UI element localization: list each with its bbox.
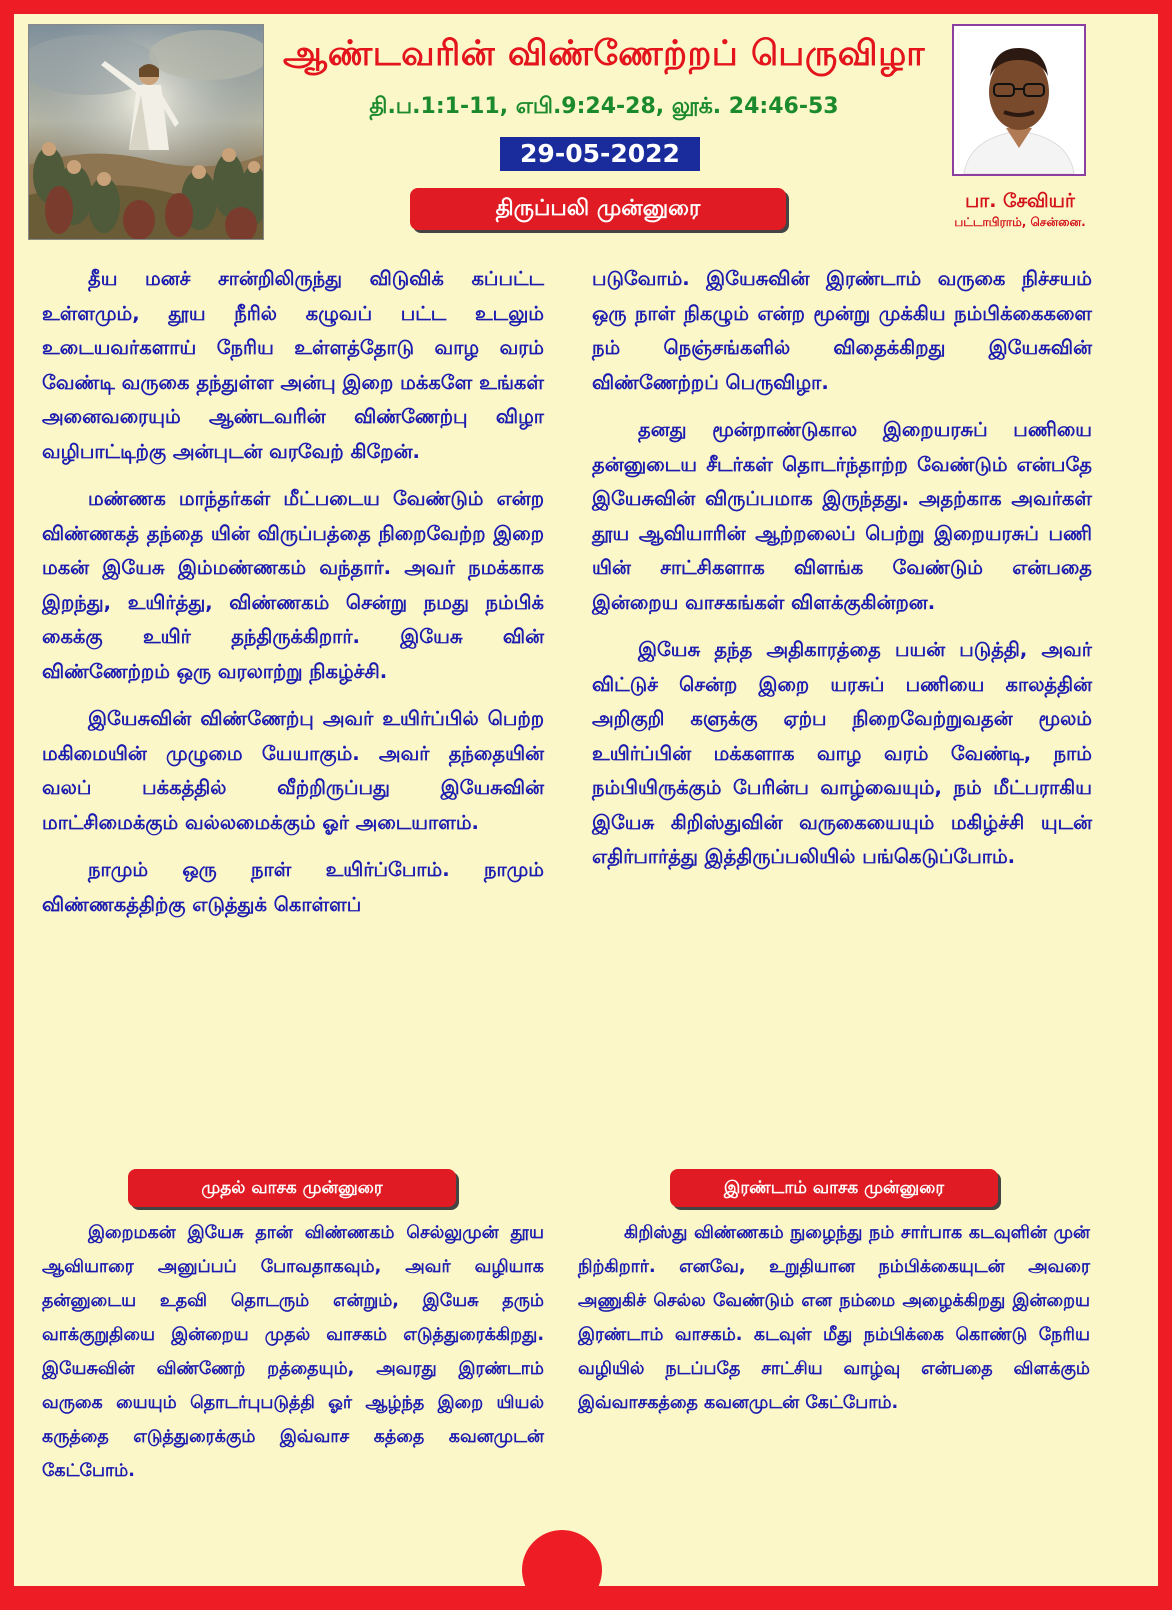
first-reading-text: இறைமகன் இயேசு தான் விண்ணகம் செல்லுமுன் தூய ஆவியாரை அனுப்பப் போவதாகவும், அவர் வழியாக தன்னுடைய உதவி தொடரும் என்றும், இயேசு தரும் வாக்குறுதியை இன்றைய முதல் வாசகம் எடுத்துரைக்கிறது. இயேசுவின் விண்ணேற் றத்தையும், அவரது இரண்டாம் வருகை யையும் தொடர்புபடுத்தி ஓர் ஆழ்ந்த இறை யியல் கருத்தை எடுத்துரைக்கும் இவ்வாச கத்தை கவனமுடன் கேட்போம்.: [42, 1223, 544, 1481]
bulletin-page: [14, 14, 1158, 1586]
ascension-picture: [28, 24, 264, 240]
author-photo: [952, 24, 1086, 176]
date-badge: 29-05-2022: [500, 137, 700, 171]
intro-paragraph: இயேசு தந்த அதிகாரத்தை பயன் படுத்தி, அவர் விட்டுச் சென்ற இறை யரசுப் பணியை காலத்தின் அறிகுறி களுக்கு ஏற்ப நிறைவேற்றுவதன் மூலம் உயிர்ப்பின் மக்களாக வாழ வரம் வேண்டி, நாம் நம்பியிருக்கும் பேரின்ப வாழ்வையும், நம் மீட்பராகிய இயேசு கிறிஸ்துவின் வருகையையும் மகிழ்ச்சி யுடன் எதிர்பார்த்து இத்திருப்பலியில் பங்கெடுப்போம்.: [592, 638, 1092, 868]
scripture-references: தி.ப.1:1-11, எபி.9:24-28, லூக். 24:46-53: [369, 94, 839, 119]
intro-paragraph: இயேசுவின் விண்ணேற்பு அவர் உயிர்ப்பில் பெற்ற மகிமையின் முழுமை யேயாகும். அவர் தந்தையின் வலப் பக்கத்தில் வீற்றிருப்பது இயேசுவின் மாட்சிமைக்கும் வல்லமைக்கும் ஓர் அடையாளம்.: [42, 707, 544, 834]
bottom-decoration: [522, 1530, 602, 1610]
section-heading: திருப்பலி முன்னுரை: [410, 188, 786, 230]
intro-right-column: [592, 262, 1092, 888]
second-reading-column: [578, 1216, 1090, 1420]
intro-paragraph: படுவோம். இயேசுவின் இரண்டாம் வருகை நிச்சயம் ஒரு நாள் நிகழும் என்ற மூன்று முக்கிய நம்பிக்கைகளை நம் நெஞ்சங்களில் விதைக்கிறது இயேசுவின் விண்ணேற்றப் பெருவிழா.: [592, 267, 1092, 394]
intro-left-column: [42, 262, 544, 935]
ascension-illustration: [29, 25, 263, 239]
second-reading-text: கிறிஸ்து விண்ணகம் நுழைந்து நம் சார்பாக கடவுளின் முன் நிற்கிறார். எனவே, உறுதியான நம்பிக்கையுடன் அவரை அணுகிச் செல்ல வேண்டும் என நம்மை அழைக்கிறது இன்றைய இரண்டாம் வாசகம். கடவுள் மீது நம்பிக்கை கொண்டு நேரிய வழியில் நடப்பதே சாட்சிய வாழ்வு என்பதை விளக்கும் இவ்வாசகத்தை கவனமுடன் கேட்போம்.: [578, 1223, 1090, 1413]
intro-paragraph: தனது மூன்றாண்டுகால இறையரசுப் பணியை தன்னுடைய சீடர்கள் தொடர்ந்தாற்ற வேண்டும் என்பதே இயேசுவின் விருப்பமாக இருந்தது. அதற்காக அவர்கள் தூய ஆவியாரின் ஆற்றலைப் பெற்று இறையரசுப் பணி யின் சாட்சிகளாக விளங்க வேண்டும் என்பதை இன்றைய வாசகங்கள் விளக்குகின்றன.: [592, 418, 1092, 614]
intro-paragraph: தீய மனச் சான்றிலிருந்து விடுவிக் கப்பட்ட உள்ளமும், தூய நீரில் கழுவப் பட்ட உடலும் உடையவர்களாய் நேரிய உள்ளத்தோடு வாழ வரம் வேண்டி வருகை தந்துள்ள அன்பு இறை மக்களே உங்கள் அனைவரையும் ஆண்டவரின் விண்ணேற்பு விழா வழிபாட்டிற்கு அன்புடன் வரவேற் கிறேன்.: [42, 267, 544, 463]
author-name: பா. சேவியர்: [965, 190, 1075, 212]
author-portrait-illustration: [954, 26, 1084, 174]
author-place: பட்டாபிராம், சென்னை.: [954, 215, 1086, 229]
page-title: ஆண்டவரின் விண்ணேற்றப் பெருவிழா: [282, 34, 926, 74]
second-reading-heading: இரண்டாம் வாசக முன்னுரை: [670, 1169, 998, 1207]
first-reading-heading: முதல் வாசக முன்னுரை: [128, 1169, 456, 1207]
intro-paragraph: நாமும் ஒரு நாள் உயிர்ப்போம். நாமும் விண்ணகத்திற்கு எடுத்துக் கொள்ளப்: [42, 858, 544, 916]
intro-paragraph: மண்ணக மாந்தர்கள் மீட்படைய வேண்டும் என்ற விண்ணகத் தந்தை யின் விருப்பத்தை நிறைவேற்ற இறை மகன் இயேசு இம்மண்ணகம் வந்தார். அவர் நமக்காக இறந்து, உயிர்த்து, விண்ணகம் சென்று நமது நம்பிக் கைக்கு உயிர் தந்திருக்கிறார். இயேசு வின் விண்ணேற்றம் ஒரு வரலாற்று நிகழ்ச்சி.: [42, 487, 544, 683]
first-reading-column: [42, 1216, 544, 1488]
